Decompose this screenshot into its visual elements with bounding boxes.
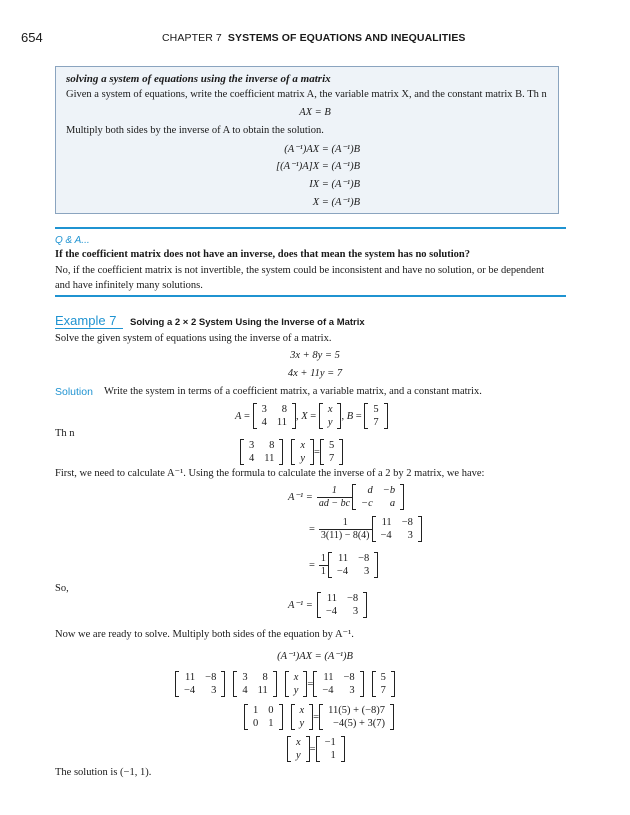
first-text: First, we need to calculate A⁻¹. Using the formula to calculate the inverse of a 2 by 2 matrix, we have: — [55, 468, 485, 479]
matrix-definitions: A = 3 8 4 11 , X = x y , B = 5 7 — [235, 403, 388, 429]
step-equation: (A⁻¹)AX = (A⁻¹)B — [277, 651, 353, 662]
matrix-a: 3 8 4 11 — [253, 403, 296, 429]
matrix-equation-1: 3 8 4 11 x y = 5 7 — [240, 439, 343, 465]
box-step-3: IX = (A⁻¹)B — [309, 179, 360, 190]
example-title: Solving a 2 × 2 System Using the Inverse of a Matrix — [130, 317, 365, 328]
solution-label: Solution — [55, 386, 93, 398]
matrix-equation-3: 1 0 0 1 x y = 11(5) + (−8)7 −4(5) + 3(7) — [244, 704, 394, 730]
example-eq1: 3x + 8y = 5 — [290, 350, 340, 361]
running-header — [162, 32, 466, 44]
box-intro: Given a system of equations, write the coefficient matrix A, the variable matrix X, and the constant matrix B. Th n — [66, 89, 547, 100]
qa-label: Q & A... — [55, 235, 90, 246]
matrix-equation-4: x y = −1 1 — [287, 736, 345, 762]
qa-question: If the coefficient matrix does not have an inverse, does that mean the system has no solution? — [55, 249, 471, 260]
inverse-result: A⁻¹ = 11 −8 −4 3 — [288, 592, 367, 618]
qa-top-rule — [55, 227, 566, 229]
qa-answer-line1: No, if the coefficient matrix is not invertible, the system could be inconsistent and have no solution, or be dependent — [55, 265, 545, 276]
so-label: So, — [55, 583, 69, 594]
now-text: Now we are ready to solve. Multiply both sides of the equation by A⁻¹. — [55, 629, 354, 640]
chapter-label: CHAPTER 7 — [162, 32, 222, 44]
box-eq-ax-b: AX = B — [299, 107, 331, 118]
matrix-b: 5 7 — [364, 403, 387, 429]
box-step-2: [(A⁻¹)A]X = (A⁻¹)B — [276, 161, 360, 172]
chapter-title: SYSTEMS OF EQUATIONS AND INEQUALITIES — [227, 32, 466, 44]
box-title: solving a system of equations using the inverse of a matrix — [66, 73, 331, 85]
matrix-x: x y — [319, 403, 342, 429]
example-eq2: 4x + 11y = 7 — [287, 368, 343, 379]
page-number: 654 — [21, 30, 43, 45]
inverse-simplified: = $\frac{1}{1}$ 11 −8 −4 3 — [309, 552, 378, 578]
inverse-substituted: = $\frac{1}{3(11) - 8(4)}$ 11 −8 −4 3 — [309, 516, 422, 542]
box-step-4: X = (A⁻¹)B — [312, 197, 360, 208]
matrix-equation-2: 11 −8 −4 3 3 8 4 11 x y = 11 −8 −4 3 5 7 — [175, 671, 395, 697]
box-step-1: (A⁻¹)AX = (A⁻¹)B — [284, 144, 360, 155]
example-label: Example 7 — [55, 313, 117, 328]
then-label: Th n — [55, 428, 75, 439]
inverse-formula: A⁻¹ = $\frac{1}{ad - bc}$ d −b −c a — [288, 484, 404, 510]
qa-answer-line2: and have infinitely many solutions. — [55, 280, 203, 291]
solution-text: Write the system in terms of a coefficient matrix, a variable matrix, and a constant matrix. — [104, 386, 482, 397]
example-underline — [55, 328, 123, 329]
final-text: The solution is (−1, 1). — [55, 767, 152, 778]
example-prompt: Solve the given system of equations using the inverse of a matrix. — [55, 333, 332, 344]
box-multiply-text: Multiply both sides by the inverse of A to obtain the solution. — [66, 125, 324, 136]
qa-bottom-rule — [55, 295, 566, 297]
